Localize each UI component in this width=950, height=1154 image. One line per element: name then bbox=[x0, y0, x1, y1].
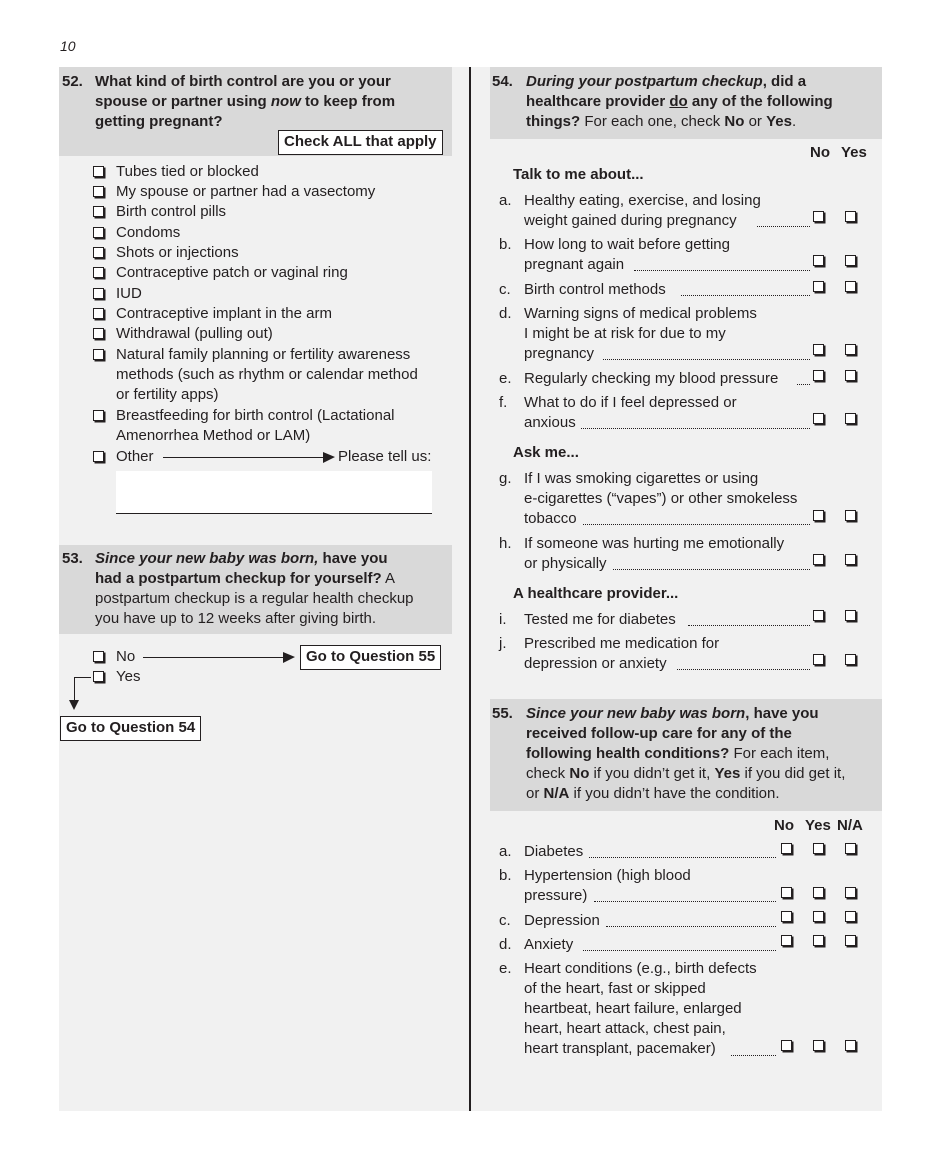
q54-a-text: Healthy eating, exercise, and losing weight gained during pregnancy bbox=[524, 192, 761, 229]
q54-h-yes-checkbox[interactable] bbox=[845, 554, 856, 565]
q55-d-na-checkbox[interactable] bbox=[845, 935, 856, 946]
q54-g-letter: g. bbox=[499, 470, 512, 487]
q52-other-checkbox[interactable] bbox=[93, 451, 104, 462]
q55-col-yes: Yes bbox=[805, 817, 831, 834]
q55-col-no: No bbox=[774, 817, 794, 834]
q54-c-letter: c. bbox=[499, 281, 511, 298]
q54-d-no-checkbox[interactable] bbox=[813, 344, 824, 355]
q55-e-na-checkbox[interactable] bbox=[845, 1040, 856, 1051]
q54-g-no-checkbox[interactable] bbox=[813, 510, 824, 521]
q53-number: 53. bbox=[62, 550, 83, 567]
q54-b-text: How long to wait before getting pregnant again bbox=[524, 236, 730, 273]
q53-no-arrow-line bbox=[143, 657, 285, 658]
q54-j-letter: j. bbox=[499, 635, 507, 652]
q55-a-no-checkbox[interactable] bbox=[781, 843, 792, 854]
q52-opt2-label: My spouse or partner had a vasectomy bbox=[116, 183, 376, 200]
q54-h-letter: h. bbox=[499, 535, 512, 552]
q53-yes-arrowhead bbox=[69, 700, 79, 710]
q54-b-no-checkbox[interactable] bbox=[813, 255, 824, 266]
q54-d-yes-checkbox[interactable] bbox=[845, 344, 856, 355]
q55-d-text: Anxiety bbox=[524, 936, 574, 953]
q55-c-text: Depression bbox=[524, 912, 600, 929]
q52-opt10-checkbox[interactable] bbox=[93, 349, 104, 360]
q55-a-yes-checkbox[interactable] bbox=[813, 843, 824, 854]
q53-yes-arrow-h bbox=[74, 677, 91, 678]
q54-c-leader bbox=[681, 295, 810, 296]
q55-d-letter: d. bbox=[499, 936, 512, 953]
q52-opt8-label: Contraceptive implant in the arm bbox=[116, 305, 332, 322]
q54-b-leader bbox=[634, 270, 810, 271]
q54-e-no-checkbox[interactable] bbox=[813, 370, 824, 381]
q55-d-leader bbox=[583, 950, 776, 951]
q55-b-no-checkbox[interactable] bbox=[781, 887, 792, 898]
q53-no-label: No bbox=[116, 648, 136, 665]
q53-yes-checkbox[interactable] bbox=[93, 671, 104, 682]
q55-b-leader bbox=[594, 901, 776, 902]
q52-opt5-checkbox[interactable] bbox=[93, 247, 104, 258]
check-all-instruction: Check ALL that apply bbox=[278, 130, 443, 155]
q54-f-text: What to do if I feel depressed or anxious bbox=[524, 394, 737, 431]
q55-e-no-checkbox[interactable] bbox=[781, 1040, 792, 1051]
q54-a-letter: a. bbox=[499, 192, 512, 209]
q54-b-letter: b. bbox=[499, 236, 512, 253]
q54-j-leader bbox=[677, 669, 810, 670]
q54-i-letter: i. bbox=[499, 611, 507, 628]
q55-a-na-checkbox[interactable] bbox=[845, 843, 856, 854]
q54-h-text: If someone was hurting me emotionally or physically bbox=[524, 535, 785, 572]
q52-opt7-checkbox[interactable] bbox=[93, 288, 104, 299]
q54-j-text: Prescribed me medication for depression or anxiety bbox=[524, 635, 720, 672]
q54-e-yes-checkbox[interactable] bbox=[845, 370, 856, 381]
q54-j-yes-checkbox[interactable] bbox=[845, 654, 856, 665]
q54-f-no-checkbox[interactable] bbox=[813, 413, 824, 424]
q54-d-text: Warning signs of medical problems I might be at risk for due to my pregnancy bbox=[524, 305, 757, 362]
q54-a-leader bbox=[757, 226, 810, 227]
q54-col-yes: Yes bbox=[841, 144, 867, 161]
q54-g-text: If I was smoking cigarettes or using e-cigarettes (“vapes”) or other smokeless tobacco bbox=[524, 470, 798, 527]
q53-question: Since your new baby was born, have you had a postpartum checkup for yourself? A postpartum checkup is a regular health checkup you have up to 12 weeks after giving birth. bbox=[95, 550, 414, 627]
q54-c-text: Birth control methods bbox=[524, 281, 666, 298]
q54-i-leader bbox=[688, 625, 810, 626]
q55-number: 55. bbox=[492, 705, 513, 722]
q52-opt11-label: Breastfeeding for birth control (Lactational Amenorrhea Method or LAM) bbox=[116, 407, 395, 444]
q52-opt3-checkbox[interactable] bbox=[93, 206, 104, 217]
q54-group-talk: Talk to me about... bbox=[513, 166, 644, 183]
skip-to-q54-label: Go to Question 54 bbox=[60, 716, 201, 741]
q52-opt5-label: Shots or injections bbox=[116, 244, 239, 261]
q52-opt2-checkbox[interactable] bbox=[93, 186, 104, 197]
other-arrow-line bbox=[163, 457, 325, 458]
skip-to-q55-label: Go to Question 55 bbox=[300, 645, 441, 670]
q54-i-text: Tested me for diabetes bbox=[524, 611, 676, 628]
q54-a-no-checkbox[interactable] bbox=[813, 211, 824, 222]
q55-a-text: Diabetes bbox=[524, 843, 584, 860]
q52-opt1-checkbox[interactable] bbox=[93, 166, 104, 177]
q52-opt4-checkbox[interactable] bbox=[93, 227, 104, 238]
q52-opt3-label: Birth control pills bbox=[116, 203, 227, 220]
q54-f-yes-checkbox[interactable] bbox=[845, 413, 856, 424]
q55-b-text: Hypertension (high blood pressure) bbox=[524, 867, 691, 904]
q55-col-na: N/A bbox=[837, 817, 863, 834]
q55-c-letter: c. bbox=[499, 912, 511, 929]
q52-number: 52. bbox=[62, 73, 83, 90]
q54-group-ask: Ask me... bbox=[513, 444, 579, 461]
q52-question: What kind of birth control are you or your spouse or partner using now to keep from getting pregnant? bbox=[95, 73, 396, 130]
other-text-input[interactable] bbox=[116, 471, 432, 514]
q52-opt11-checkbox[interactable] bbox=[93, 410, 104, 421]
q54-e-text: Regularly checking my blood pressure bbox=[524, 370, 779, 387]
q52-opt7-label: IUD bbox=[116, 285, 142, 302]
q54-a-yes-checkbox[interactable] bbox=[845, 211, 856, 222]
q55-e-text: Heart conditions (e.g., birth defects of the heart, fast or skipped heartbeat, heart failure, enlarged heart, heart attack, chest pain, heart transplant, pacemaker) bbox=[524, 960, 757, 1057]
q54-h-no-checkbox[interactable] bbox=[813, 554, 824, 565]
q55-question: Since your new baby was born, have you received follow-up care for any of the following health conditions? For each item, check No if you didn’t get it, Yes if you did get it, or N/A if you didn’t have the condition. bbox=[526, 705, 846, 802]
q53-yes-arrow-v bbox=[74, 677, 75, 701]
q54-j-no-checkbox[interactable] bbox=[813, 654, 824, 665]
q55-c-na-checkbox[interactable] bbox=[845, 911, 856, 922]
q52-opt9-checkbox[interactable] bbox=[93, 328, 104, 339]
q55-b-yes-checkbox[interactable] bbox=[813, 887, 824, 898]
q52-opt6-checkbox[interactable] bbox=[93, 267, 104, 278]
q55-e-letter: e. bbox=[499, 960, 512, 977]
q54-question: During your postpartum checkup, did a healthcare provider do any of the following things? For each one, check No or Yes. bbox=[526, 73, 833, 130]
page-number: 10 bbox=[60, 38, 76, 54]
q54-d-leader bbox=[603, 359, 810, 360]
q55-a-leader bbox=[589, 857, 776, 858]
q55-c-no-checkbox[interactable] bbox=[781, 911, 792, 922]
q52-opt9-label: Withdrawal (pulling out) bbox=[116, 325, 273, 342]
q54-g-yes-checkbox[interactable] bbox=[845, 510, 856, 521]
q54-g-leader bbox=[583, 524, 810, 525]
q55-c-leader bbox=[606, 926, 776, 927]
q52-opt6-label: Contraceptive patch or vaginal ring bbox=[116, 264, 348, 281]
q55-d-no-checkbox[interactable] bbox=[781, 935, 792, 946]
q54-i-no-checkbox[interactable] bbox=[813, 610, 824, 621]
q54-f-leader bbox=[581, 428, 810, 429]
q54-f-letter: f. bbox=[499, 394, 508, 411]
other-arrowhead bbox=[323, 452, 335, 463]
q54-col-no: No bbox=[810, 144, 830, 161]
q52-opt4-label: Condoms bbox=[116, 224, 181, 241]
q54-c-yes-checkbox[interactable] bbox=[845, 281, 856, 292]
q54-h-leader bbox=[613, 569, 810, 570]
q55-b-na-checkbox[interactable] bbox=[845, 887, 856, 898]
q52-opt8-checkbox[interactable] bbox=[93, 308, 104, 319]
column-divider bbox=[469, 67, 471, 1111]
q54-group-provider: A healthcare provider... bbox=[513, 585, 679, 602]
q54-b-yes-checkbox[interactable] bbox=[845, 255, 856, 266]
q53-no-checkbox[interactable] bbox=[93, 651, 104, 662]
q55-c-yes-checkbox[interactable] bbox=[813, 911, 824, 922]
q53-no-arrowhead bbox=[283, 652, 295, 663]
q53-yes-label: Yes bbox=[116, 668, 141, 685]
q55-b-letter: b. bbox=[499, 867, 512, 884]
q54-e-letter: e. bbox=[499, 370, 512, 387]
q55-e-yes-checkbox[interactable] bbox=[813, 1040, 824, 1051]
q52-opt10-label: Natural family planning or fertility awareness methods (such as rhythm or calendar method or fertility apps) bbox=[116, 346, 418, 403]
other-prompt: Please tell us: bbox=[338, 448, 432, 465]
q52-opt1-label: Tubes tied or blocked bbox=[116, 163, 259, 180]
q55-a-letter: a. bbox=[499, 843, 512, 860]
q54-c-no-checkbox[interactable] bbox=[813, 281, 824, 292]
q54-i-yes-checkbox[interactable] bbox=[845, 610, 856, 621]
q52-other-label: Other bbox=[116, 448, 154, 465]
q54-e-leader bbox=[797, 384, 810, 385]
q54-d-letter: d. bbox=[499, 305, 512, 322]
q55-e-leader bbox=[731, 1055, 776, 1056]
q55-d-yes-checkbox[interactable] bbox=[813, 935, 824, 946]
q54-number: 54. bbox=[492, 73, 513, 90]
